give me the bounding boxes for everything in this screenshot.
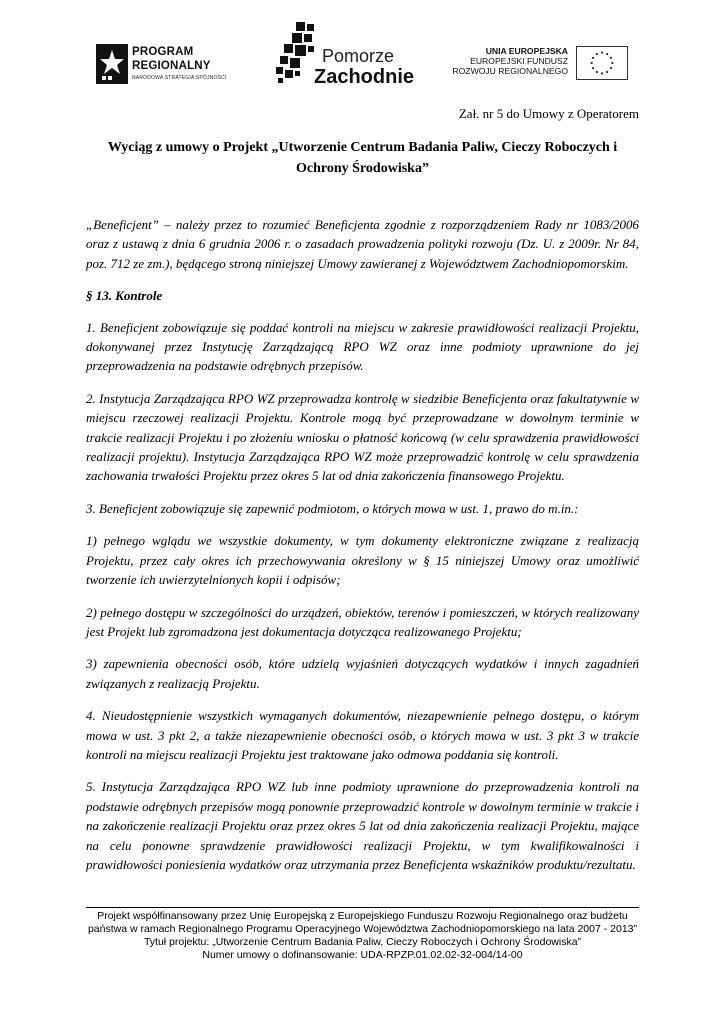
pomorze-logo-line1: Pomorze <box>322 46 395 66</box>
annex-label: Zał. nr 5 do Umowy z Operatorem <box>458 106 639 121</box>
beneficiary-definition: „Beneficjent” – należy przez to rozumieć Beneficjenta zgodnie z rozporządzeniem Rady nr 1083/2006 oraz z ustawą z dnia 6 grudnia 2006 r. o zasadach prowadzenia polityki rozwoju (Dz. U. z 2009r. Nr 84, poz. 712 ze zm.), będącego stroną niniejszej Umowy zawieranej z Województwem Zachodniopomorskim. <box>86 217 639 271</box>
paragraph-1: 1. Beneficjent zobowiązuje się poddać kontroli na miejscu w zakresie prawidłowości realizacji Projektu, dokonywanej przez Instytucję Zarządzającą RPO WZ oraz inne podmioty uprawnione do jej przeprowadzenia na podstawie odrębnych przepisów. <box>86 319 639 374</box>
program-logo-line3: NARODOWA STRATEGIA SPÓJNOŚCI <box>132 75 227 81</box>
program-logo-line2: REGIONALNY <box>132 60 211 72</box>
document-title <box>86 137 639 179</box>
eu-logo-line3: ROZWOJU REGIONALNEGO <box>452 66 568 76</box>
eu-logo <box>454 46 628 82</box>
paragraph-4: 4. Nieudostępnienie wszystkich wymaganych dokumentów, niezapewnienie pełnego dostępu, o którym mowa w ust. 3 pkt 2, a także niezapewnienie obecności osób, o których mowa w ust. 3 pkt 3 w trakcie kontroli na miejscu realizacji Projektu jest traktowane jako odmowa poddania się kontroli. <box>86 708 639 762</box>
program-regionalny-logo <box>94 40 244 90</box>
paragraph-2: 2. Instytucja Zarządzająca RPO WZ przeprowadza kontrolę w siedzibie Beneficjenta oraz fakultatywnie w miejscu rzeczowej realizacji Projektu. Kontrole mogą być przeprowadzane w dowolnym terminie w trakcie realizacji Projektu i po złożeniu wniosku o płatność końcową (w celu sprawdzenia prawidłowości realizacji projektu). Instytucja Zarządzająca RPO WZ może przeprowadzić kontrolę w celu sprawdzenia zachowania trwałości Projektu przez okres 5 lat od dnia zakończenia finansowego Projektu. <box>86 390 639 484</box>
eu-logo-line2: EUROPEJSKI FUNDUSZ <box>470 56 568 66</box>
eu-logo-line1: UNIA EUROPEJSKA <box>485 46 568 56</box>
footer-line-3: Tytuł projektu: „Utworzenie Centrum Badania Paliw, Cieczy Roboczych i Ochrony Środowiska” <box>143 936 582 948</box>
paragraph-3-point-3: 3) zapewnienia obecności osób, które udzielą wyjaśnień dotyczących wydatków i innych zagadnień związanych z realizacją Projektu. <box>86 656 639 691</box>
footer-divider <box>86 907 639 908</box>
pomorze-logo-line2: Zachodnie <box>314 66 415 88</box>
footer-line-1: Projekt współfinansowany przez Unię Europejską z Europejskiego Funduszu Rozwoju Regionalnego oraz budżetu <box>97 910 628 922</box>
paragraph-5: 5. Instytucja Zarządzająca RPO WZ lub inne podmioty uprawnione do przeprowadzenia kontroli na podstawie odrębnych przepisów mogą ponownie przeprowadzić kontrole w dowolnym terminie w trakcie i na zakończenie realizacji Projektu oraz przez okres 5 lat od dnia zakończenia realizacji Projektu, mające na celu ponowne sprawdzenie prawidłowości realizacji Projektu, w tym kwalifikowalności i prawidłowości poniesienia wydatków oraz utrzymania przez Beneficjenta wskaźników produktu/rezultatu. <box>86 779 639 872</box>
title-line-2: Ochrony Środowiska” <box>296 161 429 176</box>
paragraph-3: 3. Beneficjent zobowiązuje się zapewnić podmiotom, o których mowa w ust. 1, prawo do m.in.: <box>86 500 579 516</box>
eu-logo-text <box>452 46 568 76</box>
pomorze-zachodnie-logo <box>272 20 422 88</box>
section-heading: § 13. Kontrole <box>86 288 163 304</box>
footer-line-4: Numer umowy o dofinansowanie: UDA-RPZP.01.02.02-32-004/14-00 <box>202 949 523 961</box>
star-icon <box>94 42 132 86</box>
document-body <box>86 215 639 887</box>
paragraph-3-point-1: 1) pełnego wglądu we wszystkie dokumenty, w tym dokumenty elektroniczne związane z realizacją Projektu, przez cały okres ich przechowywania określony w § 15 niniejszej Umowy oraz umożliwić tworzenie ich uwierzytelnionych kopii i odpisów; <box>86 533 639 588</box>
footer-line-2: państwa w ramach Regionalnego Programu Operacyjnego Województwa Zachodniopomorskiego na lata 2007 - 2013” <box>87 923 638 935</box>
paragraph-3-point-2: 2) pełnego dostępu w szczególności do urządzeń, obiektów, terenów i pomieszczeń, w których realizowany jest Projekt lub zgromadzona jest dokumentacja dotycząca realizowanego Projektu; <box>86 604 639 639</box>
program-logo-line1: PROGRAM <box>132 46 194 58</box>
eu-flag-icon <box>576 46 628 80</box>
footer <box>60 910 665 962</box>
title-line-1: Wyciąg z umowy o Projekt „Utworzenie Centrum Badania Paliw, Cieczy Roboczych i <box>107 140 618 155</box>
